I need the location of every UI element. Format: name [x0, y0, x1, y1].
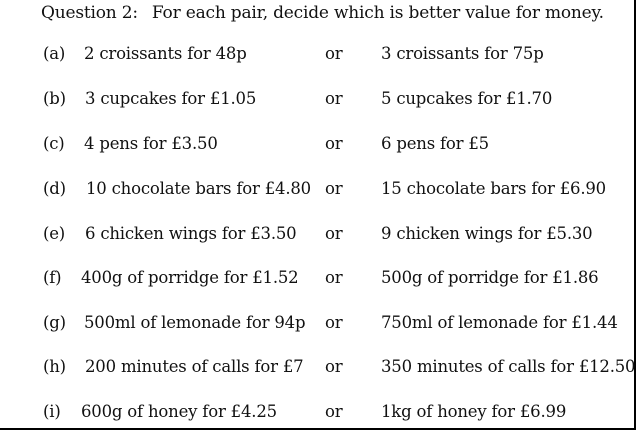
row-label: (a): [43, 44, 66, 63]
or-word: or: [325, 44, 343, 63]
row-label: (d): [43, 179, 66, 198]
question-row-g: [0, 313, 636, 339]
row-label: (i): [43, 402, 61, 421]
question-label: Question 2:: [41, 3, 138, 23]
question-row-f: [0, 268, 636, 294]
question-row-d: [0, 179, 636, 205]
question-row-a: [0, 44, 636, 70]
row-label: (c): [43, 134, 65, 153]
right-option: 5 cupcakes for £1.70: [381, 89, 553, 108]
or-word: or: [325, 224, 343, 243]
or-word: or: [325, 357, 343, 376]
question-instruction: For each pair, decide which is better value for money.: [151, 3, 604, 23]
or-word: or: [325, 268, 343, 287]
right-option: 15 chocolate bars for £6.90: [381, 179, 606, 198]
or-word: or: [325, 179, 343, 198]
left-option: 10 chocolate bars for £4.80: [86, 179, 311, 198]
right-option: 1kg of honey for £6.99: [381, 402, 567, 421]
left-option: 2 croissants for 48p: [84, 44, 247, 63]
right-option: 9 chicken wings for £5.30: [381, 224, 593, 243]
right-option: 750ml of lemonade for £1.44: [381, 313, 618, 332]
or-word: or: [325, 89, 343, 108]
left-option: 6 chicken wings for £3.50: [85, 224, 297, 243]
row-label: (f): [43, 268, 62, 287]
question-row-h: [0, 357, 636, 383]
left-option: 600g of honey for £4.25: [81, 402, 277, 421]
left-option: 3 cupcakes for £1.05: [85, 89, 257, 108]
right-option: 500g of porridge for £1.86: [381, 268, 599, 287]
row-label: (h): [43, 357, 66, 376]
right-option: 6 pens for £5: [381, 134, 489, 153]
left-option: 200 minutes of calls for £7: [85, 357, 304, 376]
left-option: 500ml of lemonade for 94p: [84, 313, 306, 332]
row-label: (g): [43, 313, 66, 332]
left-option: 400g of porridge for £1.52: [81, 268, 299, 287]
right-option: 350 minutes of calls for £12.50: [381, 357, 636, 376]
question-row-c: [0, 134, 636, 160]
or-word: or: [325, 134, 343, 153]
or-word: or: [325, 313, 343, 332]
row-label: (b): [43, 89, 66, 108]
row-label: (e): [43, 224, 66, 243]
question-row-e: [0, 224, 636, 250]
or-word: or: [325, 402, 343, 421]
right-option: 3 croissants for 75p: [381, 44, 544, 63]
question-row-i: [0, 402, 636, 428]
question-title: [41, 3, 604, 23]
left-option: 4 pens for £3.50: [84, 134, 218, 153]
question-row-b: [0, 89, 636, 115]
